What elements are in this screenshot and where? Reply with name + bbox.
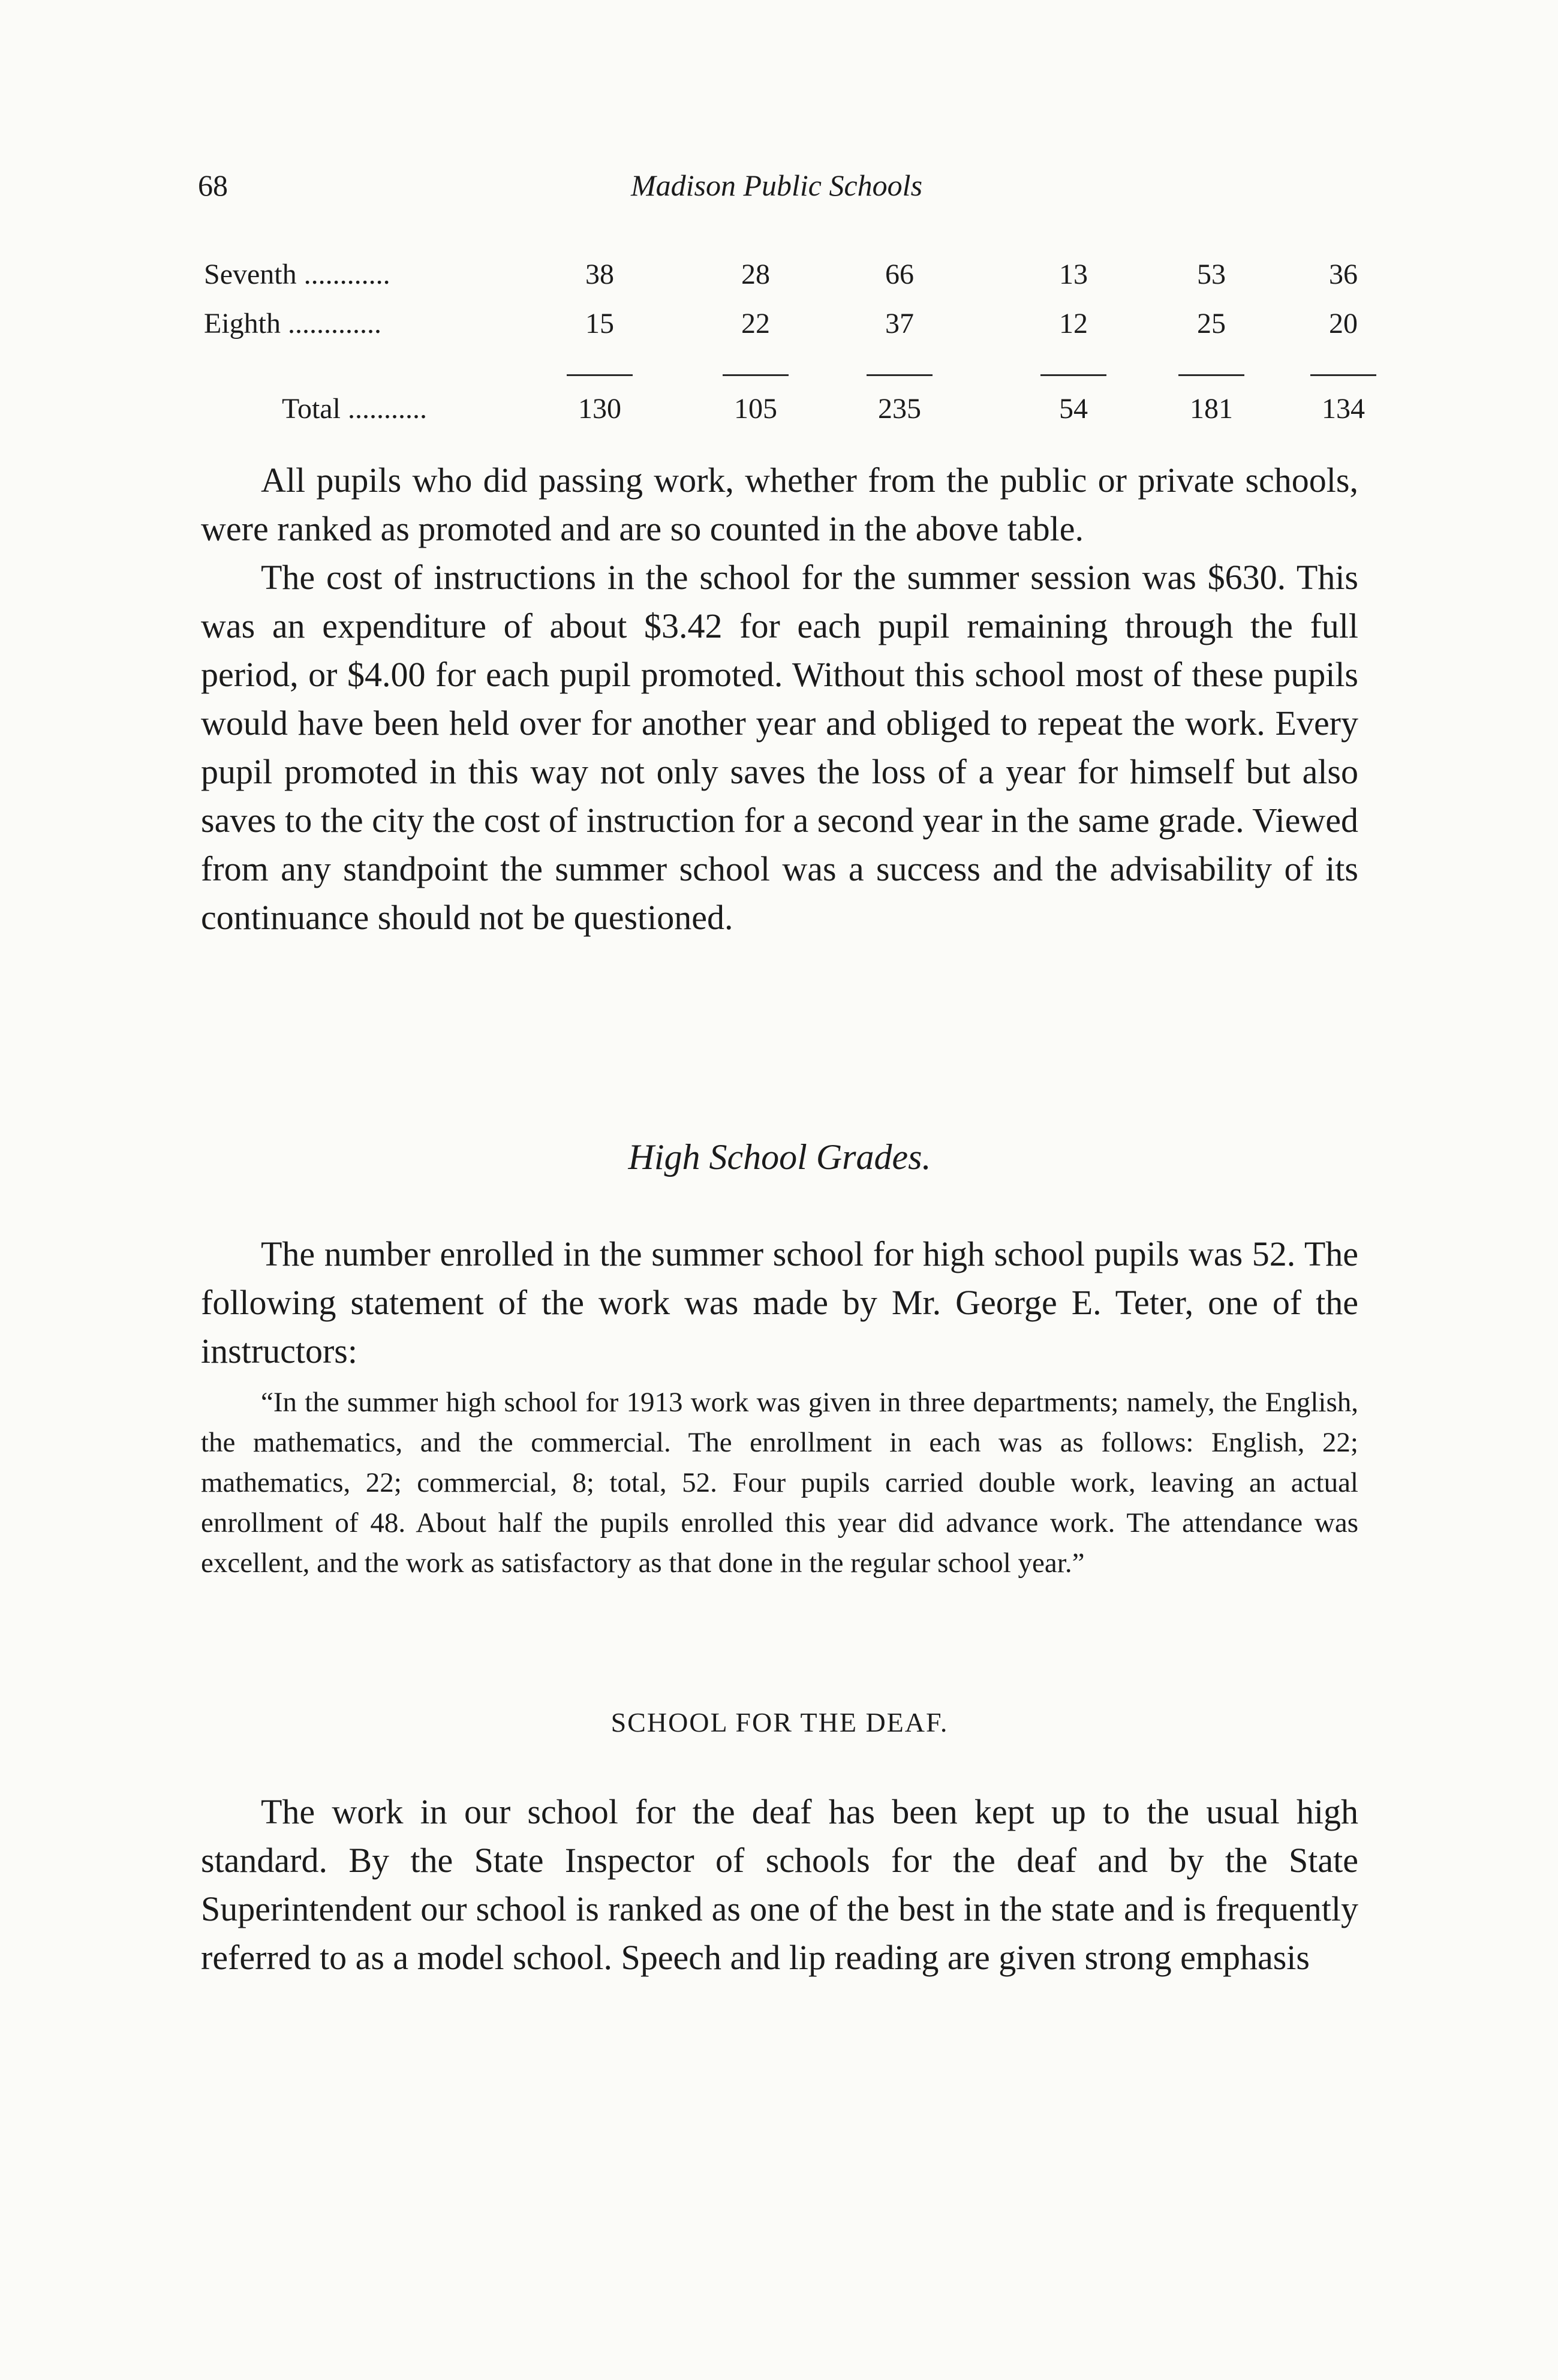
page-number: 68 xyxy=(198,169,228,202)
table-row xyxy=(204,258,1358,307)
row-label: Eighth ............. xyxy=(204,308,381,339)
divider xyxy=(1310,374,1376,376)
table-cell: 181 xyxy=(1190,393,1233,425)
table-cell: 36 xyxy=(1329,259,1358,290)
table-cell: 22 xyxy=(741,308,770,339)
total-rules xyxy=(204,356,1355,392)
body-section-summer-cost xyxy=(201,456,1358,942)
table-cell: 53 xyxy=(1197,259,1226,290)
page-header xyxy=(198,168,1355,216)
table-cell: 38 xyxy=(585,259,614,290)
paragraph: The work in our school for the deaf has been kept up to the usual high standard. By the State Inspector of schools for the deaf and by the State Superintendent our school is ranked as one of the best in the state and is frequently referred to as a model school. Speech and lip reading are given strong emphasis xyxy=(201,1792,1358,1977)
total-label: Total ........... xyxy=(282,393,427,425)
paragraph: The cost of instructions in the school for the summer session was $630. This was an expenditure of about $3.42 for each pupil remaining through the full period, or $4.00 for each pupil promoted. Without this school most of these pupils would have been held over for another year and obliged to repeat the work. Every pupil promoted in this way not only saves the loss of a year for himself but also saves to the city the cost of instruction for a second year in the same grade. Viewed from any standpoint the summer school was a success and the advisability of its continuance should not be questioned. xyxy=(201,558,1358,937)
table-cell: 37 xyxy=(885,308,914,339)
table-cell: 134 xyxy=(1322,393,1365,425)
divider xyxy=(1040,374,1106,376)
table-total-row xyxy=(204,392,1365,441)
divider xyxy=(1178,374,1244,376)
table-cell: 12 xyxy=(1059,308,1088,339)
block-quote xyxy=(201,1383,1358,1583)
quote-text: “In the summer high school for 1913 work was given in three departments; namely, the English, the mathematics, and the commercial. The enrollment in each was as follows: English, 22; mathematics, 22; commercial, 8; total, 52. Four pupils carried double work, leaving an actual enrollment of 48. About half the pupils enrolled this year did advance work. The attendance was excellent, and the work as satisfactory as that done in the regular school year.” xyxy=(201,1387,1358,1579)
body-section-deaf-school xyxy=(201,1787,1358,1982)
paragraph: The number enrolled in the summer school for high school pupils was 52. The following statement of the work was made by Mr. George E. Teter, one of the instructors: xyxy=(201,1234,1358,1371)
paragraph: All pupils who did passing work, whether from the public or private schools, were ranked as promoted and are so counted in the above table. xyxy=(201,461,1358,548)
section-heading: High School Grades. xyxy=(628,1137,931,1177)
table-cell: 66 xyxy=(885,259,914,290)
table-cell: 20 xyxy=(1329,308,1358,339)
promotion-table xyxy=(204,258,1365,441)
table-cell: 13 xyxy=(1059,259,1088,290)
running-title: Madison Public Schools xyxy=(630,169,923,202)
divider xyxy=(867,374,933,376)
table-cell: 15 xyxy=(585,308,614,339)
table-cell: 54 xyxy=(1059,393,1088,425)
table-cell: 25 xyxy=(1197,308,1226,339)
divider xyxy=(567,374,633,376)
body-section-high-school xyxy=(201,1230,1358,1375)
divider xyxy=(723,374,789,376)
table-cell: 235 xyxy=(878,393,921,425)
table-cell: 130 xyxy=(578,393,621,425)
row-label: Seventh ............ xyxy=(204,259,390,290)
table-cell: 28 xyxy=(741,259,770,290)
table-row xyxy=(204,307,1358,356)
section-heading: SCHOOL FOR THE DEAF. xyxy=(610,1707,949,1738)
table-cell: 105 xyxy=(734,393,777,425)
